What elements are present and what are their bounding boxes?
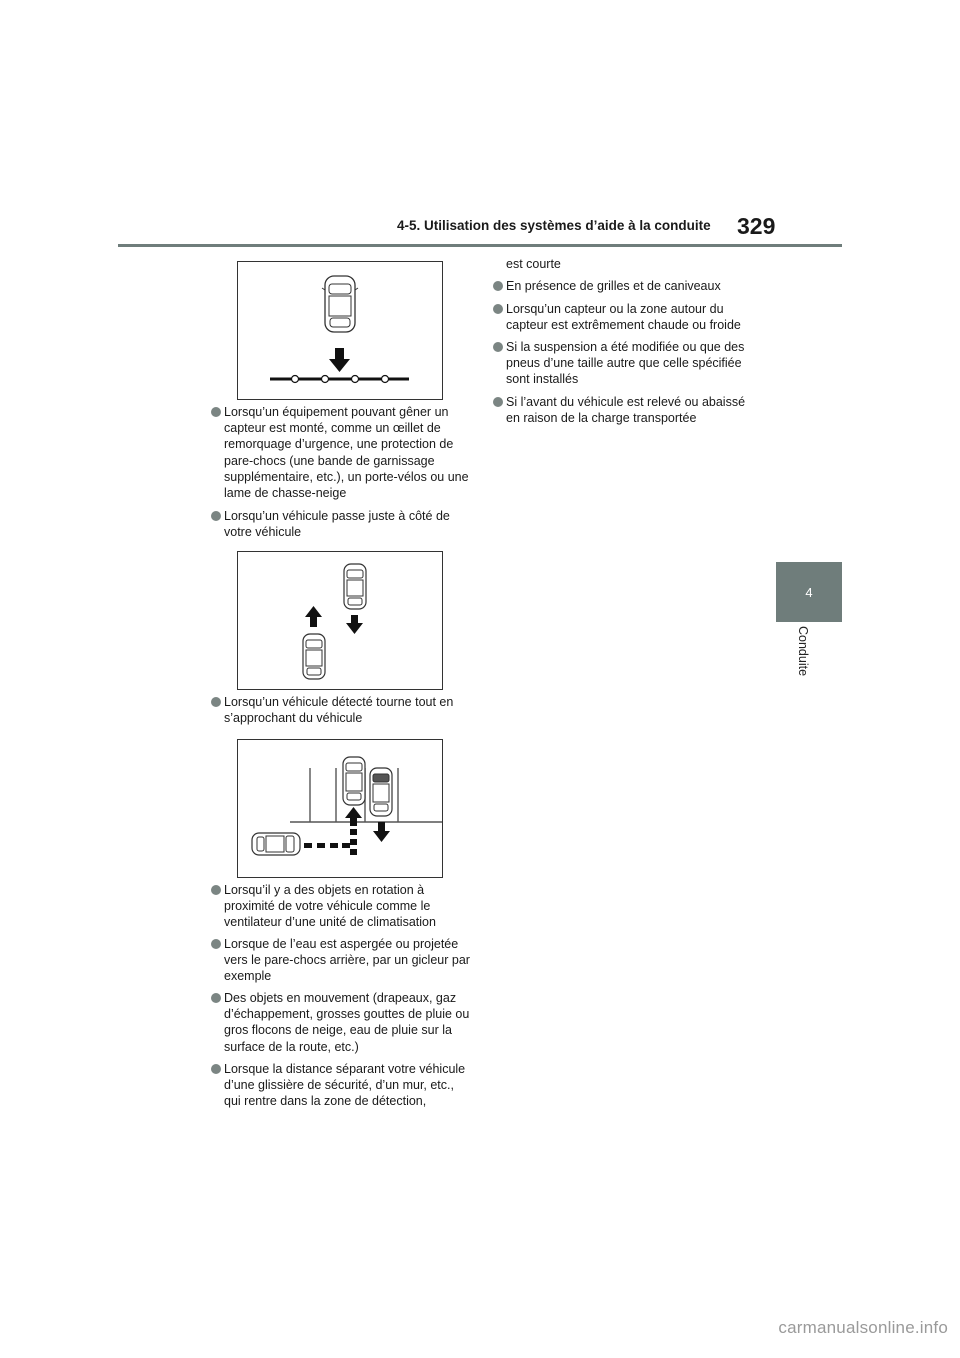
watermark: carmanualsonline.info — [778, 1318, 948, 1337]
arrow-up-icon — [305, 606, 322, 627]
bullet-icon — [211, 885, 221, 895]
list-item: Lorsqu’un véhicule détecté tourne tout en s’approchant du véhicule — [224, 694, 472, 726]
chapter-tab — [776, 562, 842, 622]
chapter-number: 4 — [805, 584, 813, 600]
arrow-down-icon — [373, 822, 390, 842]
list-item: Lorsqu’un équipement pouvant gêner un capteur est monté, comme un œillet de remorquage d’urgence, une protection de pare-chocs (une bande de garnissage supplémentaire, etc.), un porte-vélos ou une lame de chasse-neige — [224, 404, 472, 501]
bullet-icon — [211, 511, 221, 521]
list-item: En présence de grilles et de caniveaux — [506, 278, 754, 294]
list-item: Lorsqu’il y a des objets en rotation à proximité de votre véhicule comme le ventilateur d’une unité de climatisation — [224, 882, 472, 931]
car-icon — [344, 564, 366, 609]
list-item: Lorsqu’un véhicule passe juste à côté de votre véhicule — [224, 508, 472, 540]
turn-path-dashes — [304, 829, 357, 855]
bullet-icon — [211, 993, 221, 1003]
bullet-icon — [211, 407, 221, 417]
bullet-icon — [493, 342, 503, 352]
list-item: Si la suspension a été modifiée ou que des pneus d’une taille autre que celle spécifiée sont installés — [506, 339, 754, 388]
list-item: Lorsque de l’eau est aspergée ou projetée vers le pare-chocs arrière, par un gicleur par exemple — [224, 936, 472, 985]
bullet-icon — [211, 939, 221, 949]
arrow-up-icon — [345, 807, 362, 826]
car-icon — [303, 634, 325, 679]
bullet-icon — [211, 1064, 221, 1074]
list-item: Des objets en mouvement (drapeaux, gaz d’échappement, grosses gouttes de pluie ou gros flocons de neige, eau de pluie sur la surface de la route, etc.) — [224, 990, 472, 1055]
figure-car-equipment — [237, 261, 443, 400]
header-rule — [118, 244, 842, 247]
list-item: Lorsque la distance séparant votre véhicule d’une glissière de sécurité, d’un mur, etc., qui rentre dans la zone de détection, — [224, 1061, 472, 1110]
figure-vehicle-passing — [237, 551, 443, 690]
bullet-icon — [493, 304, 503, 314]
list-item: Lorsqu’un capteur ou la zone autour du capteur est extrêmement chaude ou froide — [506, 301, 754, 333]
car-icon — [252, 833, 300, 855]
arrow-down-icon — [346, 615, 363, 634]
car-icon — [370, 768, 392, 816]
car-icon — [343, 757, 365, 805]
page-number: 329 — [737, 213, 776, 239]
section-title: 4-5. Utilisation des systèmes d’aide à la conduite — [397, 218, 711, 233]
list-item-continuation: est courte — [506, 257, 561, 271]
bullet-icon — [211, 697, 221, 707]
bullet-icon — [493, 281, 503, 291]
list-item: Si l’avant du véhicule est relevé ou abaissé en raison de la charge transportée — [506, 394, 754, 426]
arrow-down-icon — [329, 348, 350, 372]
chapter-name: Conduite — [796, 626, 810, 677]
bullet-icon — [493, 397, 503, 407]
parking-lines — [290, 768, 442, 822]
figure-vehicle-turning — [237, 739, 443, 878]
car-icon — [322, 276, 358, 332]
